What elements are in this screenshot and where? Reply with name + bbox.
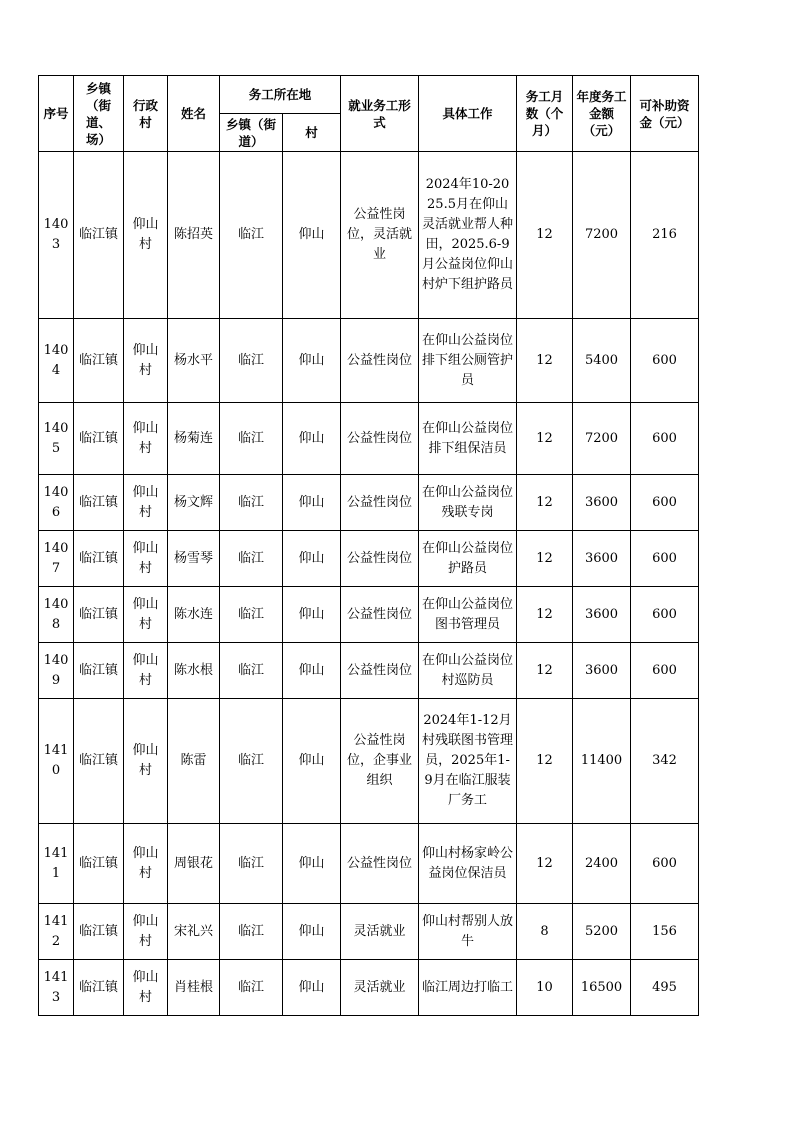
- table-row: [39, 904, 699, 960]
- cell-work-township: 临江: [220, 587, 283, 643]
- employment-subsidy-table: [38, 75, 699, 1016]
- cell-income: 5200: [573, 904, 631, 960]
- table-row: [39, 960, 699, 1016]
- cell-seq: 1403: [39, 152, 74, 319]
- header-months: 务工月数（个月）: [517, 76, 573, 152]
- cell-work-village: 仰山: [283, 643, 341, 699]
- cell-form: 公益性岗位，灵活就业: [341, 152, 419, 319]
- table-row: [39, 152, 699, 319]
- cell-seq: 1412: [39, 904, 74, 960]
- cell-work-village: 仰山: [283, 904, 341, 960]
- cell-work-village: 仰山: [283, 475, 341, 531]
- cell-village: 仰山村: [124, 475, 168, 531]
- table-row: [39, 319, 699, 403]
- cell-income: 3600: [573, 643, 631, 699]
- cell-seq: 1406: [39, 475, 74, 531]
- cell-work-village: 仰山: [283, 824, 341, 904]
- cell-form: 公益性岗位: [341, 475, 419, 531]
- cell-work-township: 临江: [220, 699, 283, 824]
- cell-income: 2400: [573, 824, 631, 904]
- cell-income: 5400: [573, 319, 631, 403]
- cell-work-village: 仰山: [283, 152, 341, 319]
- cell-job: 在仰山公益岗位排下组公厕管护员: [419, 319, 517, 403]
- cell-seq: 1405: [39, 403, 74, 475]
- cell-work-township: 临江: [220, 531, 283, 587]
- cell-seq: 1408: [39, 587, 74, 643]
- cell-job: 在仰山公益岗位残联专岗: [419, 475, 517, 531]
- cell-township: 临江镇: [74, 587, 124, 643]
- cell-form: 公益性岗位: [341, 531, 419, 587]
- cell-months: 10: [517, 960, 573, 1016]
- cell-job: 仰山村帮别人放牛: [419, 904, 517, 960]
- cell-name: 陈水根: [168, 643, 220, 699]
- header-subsidy: 可补助资金（元）: [631, 76, 699, 152]
- cell-name: 周银花: [168, 824, 220, 904]
- cell-seq: 1413: [39, 960, 74, 1016]
- table-row: [39, 699, 699, 824]
- cell-subsidy: 600: [631, 531, 699, 587]
- cell-form: 公益性岗位，企事业组织: [341, 699, 419, 824]
- table-row: [39, 587, 699, 643]
- cell-income: 16500: [573, 960, 631, 1016]
- header-seq: 序号: [39, 76, 74, 152]
- cell-work-village: 仰山: [283, 960, 341, 1016]
- cell-township: 临江镇: [74, 643, 124, 699]
- cell-work-village: 仰山: [283, 699, 341, 824]
- cell-months: 12: [517, 152, 573, 319]
- cell-subsidy: 600: [631, 587, 699, 643]
- cell-income: 7200: [573, 152, 631, 319]
- cell-months: 12: [517, 699, 573, 824]
- cell-subsidy: 342: [631, 699, 699, 824]
- cell-seq: 1409: [39, 643, 74, 699]
- cell-township: 临江镇: [74, 824, 124, 904]
- cell-village: 仰山村: [124, 904, 168, 960]
- cell-village: 仰山村: [124, 587, 168, 643]
- cell-township: 临江镇: [74, 960, 124, 1016]
- cell-work-township: 临江: [220, 403, 283, 475]
- cell-months: 12: [517, 475, 573, 531]
- header-work-location: 务工所在地: [220, 76, 341, 114]
- cell-work-village: 仰山: [283, 587, 341, 643]
- cell-form: 灵活就业: [341, 960, 419, 1016]
- cell-township: 临江镇: [74, 152, 124, 319]
- cell-income: 3600: [573, 475, 631, 531]
- cell-work-township: 临江: [220, 824, 283, 904]
- cell-income: 11400: [573, 699, 631, 824]
- header-village: 行政村: [124, 76, 168, 152]
- cell-township: 临江镇: [74, 403, 124, 475]
- cell-work-township: 临江: [220, 475, 283, 531]
- cell-months: 12: [517, 319, 573, 403]
- cell-subsidy: 600: [631, 824, 699, 904]
- cell-township: 临江镇: [74, 699, 124, 824]
- table-row: [39, 531, 699, 587]
- cell-form: 灵活就业: [341, 904, 419, 960]
- cell-form: 公益性岗位: [341, 403, 419, 475]
- cell-subsidy: 600: [631, 475, 699, 531]
- cell-job: 在仰山公益岗位村巡防员: [419, 643, 517, 699]
- cell-township: 临江镇: [74, 531, 124, 587]
- cell-village: 仰山村: [124, 699, 168, 824]
- cell-job: 在仰山公益岗位图书管理员: [419, 587, 517, 643]
- header-township: 乡镇（街道、场）: [74, 76, 124, 152]
- cell-name: 陈招英: [168, 152, 220, 319]
- cell-village: 仰山村: [124, 319, 168, 403]
- table-row: [39, 824, 699, 904]
- cell-income: 7200: [573, 403, 631, 475]
- cell-job: 在仰山公益岗位护路员: [419, 531, 517, 587]
- cell-form: 公益性岗位: [341, 643, 419, 699]
- cell-subsidy: 216: [631, 152, 699, 319]
- header-work-village: 村: [283, 114, 341, 152]
- cell-income: 3600: [573, 531, 631, 587]
- cell-months: 8: [517, 904, 573, 960]
- cell-village: 仰山村: [124, 643, 168, 699]
- cell-subsidy: 156: [631, 904, 699, 960]
- cell-job: 临江周边打临工: [419, 960, 517, 1016]
- table-row: [39, 643, 699, 699]
- cell-months: 12: [517, 403, 573, 475]
- header-work-township: 乡镇（街道）: [220, 114, 283, 152]
- cell-subsidy: 600: [631, 319, 699, 403]
- cell-months: 12: [517, 824, 573, 904]
- cell-job: 仰山村杨家岭公益岗位保洁员: [419, 824, 517, 904]
- cell-name: 陈水连: [168, 587, 220, 643]
- cell-township: 临江镇: [74, 319, 124, 403]
- cell-village: 仰山村: [124, 824, 168, 904]
- cell-name: 杨雪琴: [168, 531, 220, 587]
- cell-subsidy: 495: [631, 960, 699, 1016]
- table-row: [39, 403, 699, 475]
- cell-form: 公益性岗位: [341, 824, 419, 904]
- cell-village: 仰山村: [124, 403, 168, 475]
- header-job: 具体工作: [419, 76, 517, 152]
- cell-seq: 1411: [39, 824, 74, 904]
- cell-village: 仰山村: [124, 960, 168, 1016]
- cell-work-township: 临江: [220, 904, 283, 960]
- header-name: 姓名: [168, 76, 220, 152]
- cell-name: 宋礼兴: [168, 904, 220, 960]
- header-income: 年度务工金额（元）: [573, 76, 631, 152]
- cell-job: 2024年10-2025.5月在仰山灵活就业帮人种田，2025.6-9月公益岗位仰山村炉下组护路员: [419, 152, 517, 319]
- cell-work-village: 仰山: [283, 403, 341, 475]
- cell-seq: 1407: [39, 531, 74, 587]
- cell-village: 仰山村: [124, 531, 168, 587]
- table-row: [39, 475, 699, 531]
- cell-form: 公益性岗位: [341, 587, 419, 643]
- cell-work-township: 临江: [220, 152, 283, 319]
- header-employment-form: 就业务工形式: [341, 76, 419, 152]
- cell-job: 在仰山公益岗位排下组保洁员: [419, 403, 517, 475]
- cell-work-township: 临江: [220, 319, 283, 403]
- cell-township: 临江镇: [74, 904, 124, 960]
- cell-work-township: 临江: [220, 960, 283, 1016]
- cell-form: 公益性岗位: [341, 319, 419, 403]
- cell-subsidy: 600: [631, 403, 699, 475]
- cell-income: 3600: [573, 587, 631, 643]
- cell-village: 仰山村: [124, 152, 168, 319]
- cell-name: 杨菊连: [168, 403, 220, 475]
- cell-name: 肖桂根: [168, 960, 220, 1016]
- cell-work-village: 仰山: [283, 531, 341, 587]
- cell-subsidy: 600: [631, 643, 699, 699]
- cell-months: 12: [517, 531, 573, 587]
- cell-name: 陈雷: [168, 699, 220, 824]
- cell-work-township: 临江: [220, 643, 283, 699]
- cell-work-village: 仰山: [283, 319, 341, 403]
- cell-job: 2024年1-12月村残联图书管理员，2025年1-9月在临江服装厂务工: [419, 699, 517, 824]
- cell-months: 12: [517, 643, 573, 699]
- cell-name: 杨水平: [168, 319, 220, 403]
- cell-name: 杨文辉: [168, 475, 220, 531]
- cell-seq: 1410: [39, 699, 74, 824]
- cell-months: 12: [517, 587, 573, 643]
- cell-seq: 1404: [39, 319, 74, 403]
- cell-township: 临江镇: [74, 475, 124, 531]
